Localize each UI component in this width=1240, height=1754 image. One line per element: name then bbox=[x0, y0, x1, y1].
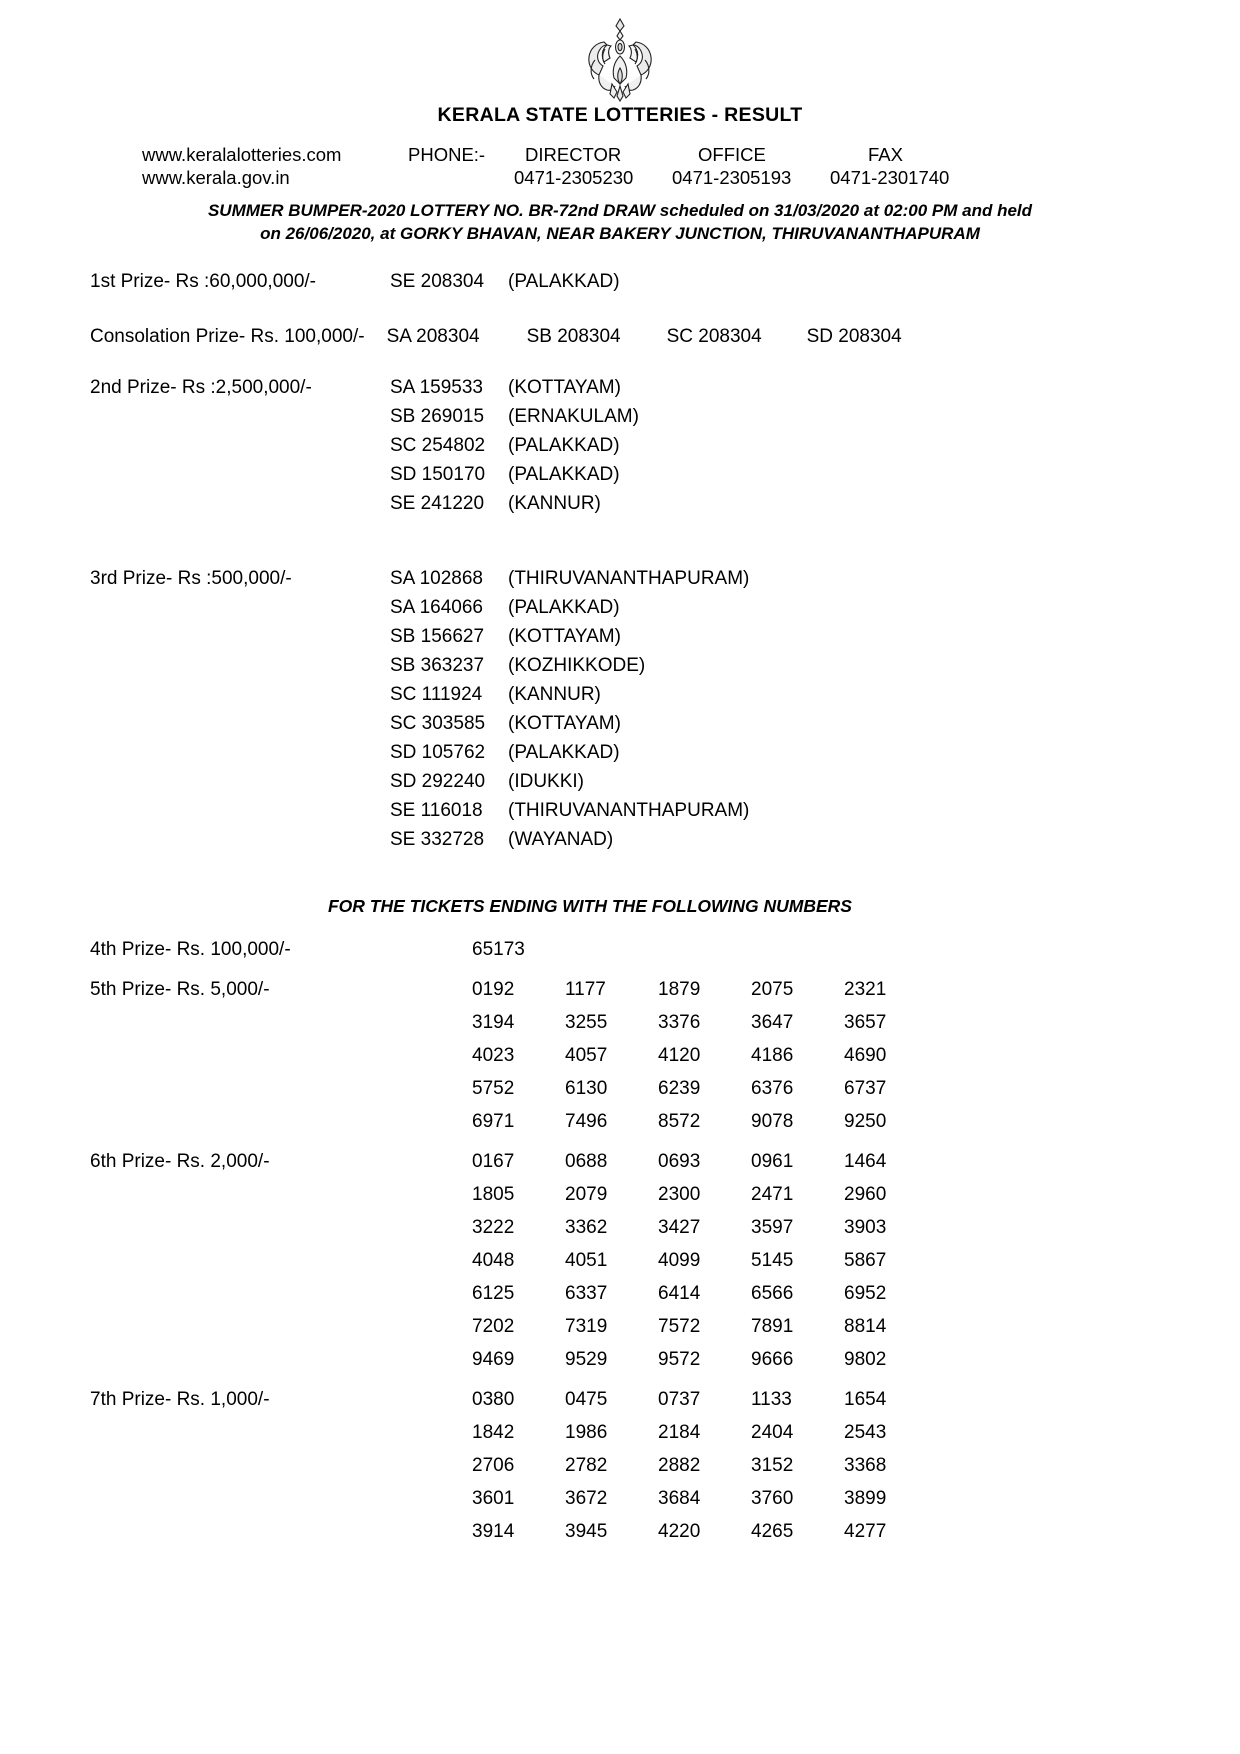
ticket-ending-number: 5867 bbox=[844, 1250, 887, 1271]
spacer bbox=[90, 966, 1150, 973]
ticket-ending-number: 5145 bbox=[751, 1250, 794, 1271]
second-prize-place: (KOTTAYAM) bbox=[508, 377, 621, 398]
ticket-ending-number: 9572 bbox=[658, 1349, 701, 1370]
ticket-ending-number: 65173 bbox=[472, 939, 525, 960]
ticket-ending-number: 3152 bbox=[751, 1455, 794, 1476]
third-prize-place: (KOZHIKKODE) bbox=[508, 655, 646, 676]
second-prize-place: (KANNUR) bbox=[508, 493, 601, 514]
draw-description-line-1: SUMMER BUMPER-2020 LOTTERY NO. BR-72nd DRAW scheduled on 31/03/2020 at 02:00 PM and held bbox=[207, 201, 1033, 220]
ticket-ending-number: 6566 bbox=[751, 1283, 794, 1304]
number-line bbox=[472, 1310, 1150, 1343]
number-line bbox=[472, 1072, 1150, 1105]
ticket-ending-number: 2882 bbox=[658, 1455, 701, 1476]
draw-description-line-2: on 26/06/2020, at GORKY BHAVAN, NEAR BAKERY JUNCTION, THIRUVANANTHAPURAM bbox=[260, 224, 980, 243]
ticket-ending-number: 2471 bbox=[751, 1184, 794, 1205]
sixth-prize-row bbox=[90, 1145, 1150, 1376]
second-prize-place: (PALAKKAD) bbox=[508, 464, 620, 485]
ticket-ending-number: 6130 bbox=[565, 1078, 608, 1099]
third-prize-place: (KOTTAYAM) bbox=[508, 713, 621, 734]
number-line bbox=[472, 1244, 1150, 1277]
ending-numbers-heading: FOR THE TICKETS ENDING WITH THE FOLLOWING NUMBERS bbox=[327, 896, 852, 916]
third-prize-label: 3rd Prize- Rs :500,000/- bbox=[90, 568, 292, 589]
ticket-ending-number: 9802 bbox=[844, 1349, 887, 1370]
ticket-ending-number: 4057 bbox=[565, 1045, 608, 1066]
consolation-prize-label: Consolation Prize- Rs. 100,000/- bbox=[90, 326, 365, 347]
website-keralalotteries[interactable]: www.keralalotteries.com bbox=[142, 144, 342, 165]
ticket-ending-number: 4099 bbox=[658, 1250, 701, 1271]
consolation-prize-row bbox=[90, 322, 1150, 351]
ticket-ending-number: 6337 bbox=[565, 1283, 608, 1304]
ticket-ending-number: 3255 bbox=[565, 1012, 608, 1033]
kerala-state-emblem-icon bbox=[574, 16, 666, 102]
ticket-ending-number: 1842 bbox=[472, 1422, 515, 1443]
ticket-ending-number: 3672 bbox=[565, 1488, 608, 1509]
ticket-ending-number: 4265 bbox=[751, 1521, 794, 1542]
ticket-ending-number: 6414 bbox=[658, 1283, 701, 1304]
ticket-ending-number: 2706 bbox=[472, 1455, 515, 1476]
fourth-prize-label: 4th Prize- Rs. 100,000/- bbox=[90, 939, 291, 960]
second-prize-row bbox=[90, 402, 1150, 431]
sixth-prize-label: 6th Prize- Rs. 2,000/- bbox=[90, 1151, 270, 1172]
second-prize-ticket: SD 150170 bbox=[390, 464, 486, 485]
seventh-prize-row bbox=[90, 1383, 1150, 1548]
fourth-prize-numbers bbox=[472, 933, 1150, 966]
ticket-ending-number: 4051 bbox=[565, 1250, 608, 1271]
first-prize-block bbox=[90, 267, 1150, 296]
contact-block bbox=[90, 143, 1150, 191]
ticket-ending-number: 6737 bbox=[844, 1078, 887, 1099]
second-prize-ticket: SC 254802 bbox=[390, 435, 486, 456]
page-title: KERALA STATE LOTTERIES - RESULT bbox=[437, 104, 803, 126]
number-line bbox=[472, 1515, 1150, 1548]
ticket-ending-number: 7202 bbox=[472, 1316, 515, 1337]
consolation-ticket: SA 208304 bbox=[386, 326, 480, 347]
number-line bbox=[472, 1449, 1150, 1482]
ticket-ending-number: 7572 bbox=[658, 1316, 701, 1337]
director-phone-number: 0471-2305230 bbox=[514, 167, 634, 188]
ticket-ending-number: 4048 bbox=[472, 1250, 515, 1271]
number-line bbox=[472, 1211, 1150, 1244]
ticket-ending-number: 9469 bbox=[472, 1349, 515, 1370]
ticket-ending-number: 2300 bbox=[658, 1184, 701, 1205]
third-prize-place: (THIRUVANANTHAPURAM) bbox=[508, 568, 750, 589]
fax-label: FAX bbox=[868, 144, 903, 165]
ticket-ending-number: 3427 bbox=[658, 1217, 701, 1238]
ticket-ending-number: 4277 bbox=[844, 1521, 887, 1542]
ticket-ending-number: 4690 bbox=[844, 1045, 887, 1066]
office-phone-number: 0471-2305193 bbox=[672, 167, 792, 188]
number-line bbox=[472, 1145, 1150, 1178]
ticket-ending-number: 3368 bbox=[844, 1455, 887, 1476]
first-prize-row bbox=[90, 267, 1150, 296]
ticket-ending-number: 2960 bbox=[844, 1184, 887, 1205]
second-prize-ticket: SA 159533 bbox=[390, 377, 483, 398]
first-prize-ticket: SE 208304 bbox=[390, 271, 485, 292]
ticket-ending-number: 0380 bbox=[472, 1389, 515, 1410]
draw-description bbox=[90, 199, 1150, 245]
ticket-ending-number: 2404 bbox=[751, 1422, 794, 1443]
third-prize-ticket: SC 111924 bbox=[390, 684, 483, 705]
ticket-ending-number: 0167 bbox=[472, 1151, 515, 1172]
ticket-ending-number: 3597 bbox=[751, 1217, 794, 1238]
ticket-ending-number: 7891 bbox=[751, 1316, 794, 1337]
first-prize-place: (PALAKKAD) bbox=[508, 271, 620, 292]
ticket-ending-number: 0688 bbox=[565, 1151, 608, 1172]
ticket-ending-number: 2184 bbox=[658, 1422, 701, 1443]
second-prize-row bbox=[90, 431, 1150, 460]
number-line bbox=[472, 1482, 1150, 1515]
seventh-prize-numbers bbox=[472, 1383, 1150, 1548]
ticket-ending-number: 3945 bbox=[565, 1521, 608, 1542]
website-kerala-gov[interactable]: www.kerala.gov.in bbox=[142, 167, 290, 188]
ticket-ending-number: 3362 bbox=[565, 1217, 608, 1238]
ticket-ending-number: 3914 bbox=[472, 1521, 515, 1542]
ticket-ending-number: 4220 bbox=[658, 1521, 701, 1542]
third-prize-row bbox=[90, 564, 1150, 593]
third-prize-place: (THIRUVANANTHAPURAM) bbox=[508, 800, 750, 821]
third-prize-block bbox=[90, 564, 1150, 854]
third-prize-ticket: SA 102868 bbox=[390, 568, 483, 589]
third-prize-row bbox=[90, 622, 1150, 651]
ticket-ending-number: 9666 bbox=[751, 1349, 794, 1370]
third-prize-ticket: SB 156627 bbox=[390, 626, 485, 647]
fax-number: 0471-2301740 bbox=[830, 167, 950, 188]
emblem-container bbox=[90, 16, 1150, 102]
ticket-ending-number: 8572 bbox=[658, 1111, 701, 1132]
ticket-ending-number: 4186 bbox=[751, 1045, 794, 1066]
ticket-ending-number: 0737 bbox=[658, 1389, 701, 1410]
fifth-prize-row bbox=[90, 973, 1150, 1138]
spacer bbox=[90, 1376, 1150, 1383]
ticket-ending-number: 2321 bbox=[844, 979, 887, 1000]
number-line bbox=[472, 1039, 1150, 1072]
number-line bbox=[472, 1343, 1150, 1376]
third-prize-ticket: SB 363237 bbox=[390, 655, 485, 676]
number-line bbox=[472, 1006, 1150, 1039]
ticket-ending-number: 7319 bbox=[565, 1316, 608, 1337]
third-prize-ticket: SE 332728 bbox=[390, 829, 485, 850]
ticket-ending-number: 1464 bbox=[844, 1151, 887, 1172]
ticket-ending-number: 1133 bbox=[751, 1389, 792, 1410]
second-prize-ticket: SB 269015 bbox=[390, 406, 485, 427]
number-line bbox=[472, 1383, 1150, 1416]
third-prize-row bbox=[90, 709, 1150, 738]
second-prize-place: (ERNAKULAM) bbox=[508, 406, 639, 427]
ticket-ending-number: 1879 bbox=[658, 979, 701, 1000]
ticket-ending-number: 1654 bbox=[844, 1389, 887, 1410]
director-label: DIRECTOR bbox=[525, 144, 622, 165]
ticket-ending-number: 3760 bbox=[751, 1488, 794, 1509]
ticket-ending-number: 6952 bbox=[844, 1283, 887, 1304]
second-prize-label: 2nd Prize- Rs :2,500,000/- bbox=[90, 377, 312, 398]
ticket-ending-number: 1177 bbox=[565, 979, 606, 1000]
ticket-ending-number: 8814 bbox=[844, 1316, 887, 1337]
ticket-ending-number: 0475 bbox=[565, 1389, 608, 1410]
ticket-ending-number: 3657 bbox=[844, 1012, 887, 1033]
ticket-ending-number: 3376 bbox=[658, 1012, 701, 1033]
third-prize-place: (PALAKKAD) bbox=[508, 742, 620, 763]
ticket-ending-number: 4120 bbox=[658, 1045, 701, 1066]
second-prize-row bbox=[90, 373, 1150, 402]
ticket-ending-number: 6971 bbox=[472, 1111, 515, 1132]
second-prize-block bbox=[90, 373, 1150, 518]
ticket-ending-number: 7496 bbox=[565, 1111, 608, 1132]
ticket-ending-number: 9529 bbox=[565, 1349, 608, 1370]
ticket-ending-number: 0192 bbox=[472, 979, 515, 1000]
ticket-ending-number: 2079 bbox=[565, 1184, 608, 1205]
ticket-ending-number: 3222 bbox=[472, 1217, 515, 1238]
third-prize-row bbox=[90, 767, 1150, 796]
ticket-ending-number: 2543 bbox=[844, 1422, 887, 1443]
second-prize-row bbox=[90, 460, 1150, 489]
second-prize-row bbox=[90, 489, 1150, 518]
number-line bbox=[472, 973, 1150, 1006]
ticket-ending-number: 1986 bbox=[565, 1422, 608, 1443]
third-prize-row bbox=[90, 796, 1150, 825]
third-prize-place: (KOTTAYAM) bbox=[508, 626, 621, 647]
ticket-ending-number: 6239 bbox=[658, 1078, 701, 1099]
third-prize-row bbox=[90, 593, 1150, 622]
ticket-ending-number: 3601 bbox=[472, 1488, 515, 1509]
third-prize-row bbox=[90, 825, 1150, 854]
third-prize-ticket: SD 292240 bbox=[390, 771, 486, 792]
third-prize-place: (IDUKKI) bbox=[508, 771, 584, 792]
ticket-ending-number: 9078 bbox=[751, 1111, 794, 1132]
second-prize-place: (PALAKKAD) bbox=[508, 435, 620, 456]
second-prize-ticket: SE 241220 bbox=[390, 493, 485, 514]
ticket-ending-number: 2782 bbox=[565, 1455, 608, 1476]
third-prize-row bbox=[90, 651, 1150, 680]
number-line bbox=[472, 1105, 1150, 1138]
fifth-prize-numbers bbox=[472, 973, 1150, 1138]
number-line bbox=[472, 933, 1150, 966]
third-prize-place: (WAYANAD) bbox=[508, 829, 614, 850]
third-prize-place: (KANNUR) bbox=[508, 684, 601, 705]
ticket-ending-number: 6376 bbox=[751, 1078, 794, 1099]
third-prize-place: (PALAKKAD) bbox=[508, 597, 620, 618]
ticket-ending-number: 1805 bbox=[472, 1184, 515, 1205]
ticket-ending-number: 3899 bbox=[844, 1488, 887, 1509]
first-prize-label: 1st Prize- Rs :60,000,000/- bbox=[90, 271, 316, 292]
fourth-prize-row bbox=[90, 933, 1150, 966]
third-prize-ticket: SC 303585 bbox=[390, 713, 486, 734]
ticket-ending-number: 9250 bbox=[844, 1111, 887, 1132]
consolation-ticket: SB 208304 bbox=[526, 326, 621, 347]
third-prize-ticket: SD 105762 bbox=[390, 742, 486, 763]
fifth-prize-label: 5th Prize- Rs. 5,000/- bbox=[90, 979, 270, 1000]
seventh-prize-label: 7th Prize- Rs. 1,000/- bbox=[90, 1389, 270, 1410]
spacer bbox=[90, 1138, 1150, 1145]
ticket-ending-number: 0693 bbox=[658, 1151, 701, 1172]
ticket-ending-number: 3684 bbox=[658, 1488, 701, 1509]
third-prize-ticket: SA 164066 bbox=[390, 597, 483, 618]
third-prize-row bbox=[90, 680, 1150, 709]
consolation-ticket: SC 208304 bbox=[666, 326, 762, 347]
phone-label: PHONE:- bbox=[408, 144, 486, 165]
ticket-ending-number: 2075 bbox=[751, 979, 794, 1000]
ticket-ending-number: 0961 bbox=[751, 1151, 794, 1172]
number-line bbox=[472, 1178, 1150, 1211]
third-prize-ticket: SE 116018 bbox=[390, 800, 483, 821]
office-label: OFFICE bbox=[698, 144, 766, 165]
ticket-ending-number: 6125 bbox=[472, 1283, 515, 1304]
consolation-ticket: SD 208304 bbox=[806, 326, 902, 347]
ticket-ending-number: 3647 bbox=[751, 1012, 794, 1033]
ticket-ending-number: 4023 bbox=[472, 1045, 515, 1066]
third-prize-row bbox=[90, 738, 1150, 767]
number-line bbox=[472, 1416, 1150, 1449]
ticket-ending-number: 5752 bbox=[472, 1078, 515, 1099]
ending-prizes-container bbox=[90, 933, 1150, 1548]
ticket-ending-number: 3903 bbox=[844, 1217, 887, 1238]
sixth-prize-numbers bbox=[472, 1145, 1150, 1376]
ticket-ending-number: 3194 bbox=[472, 1012, 515, 1033]
number-line bbox=[472, 1277, 1150, 1310]
